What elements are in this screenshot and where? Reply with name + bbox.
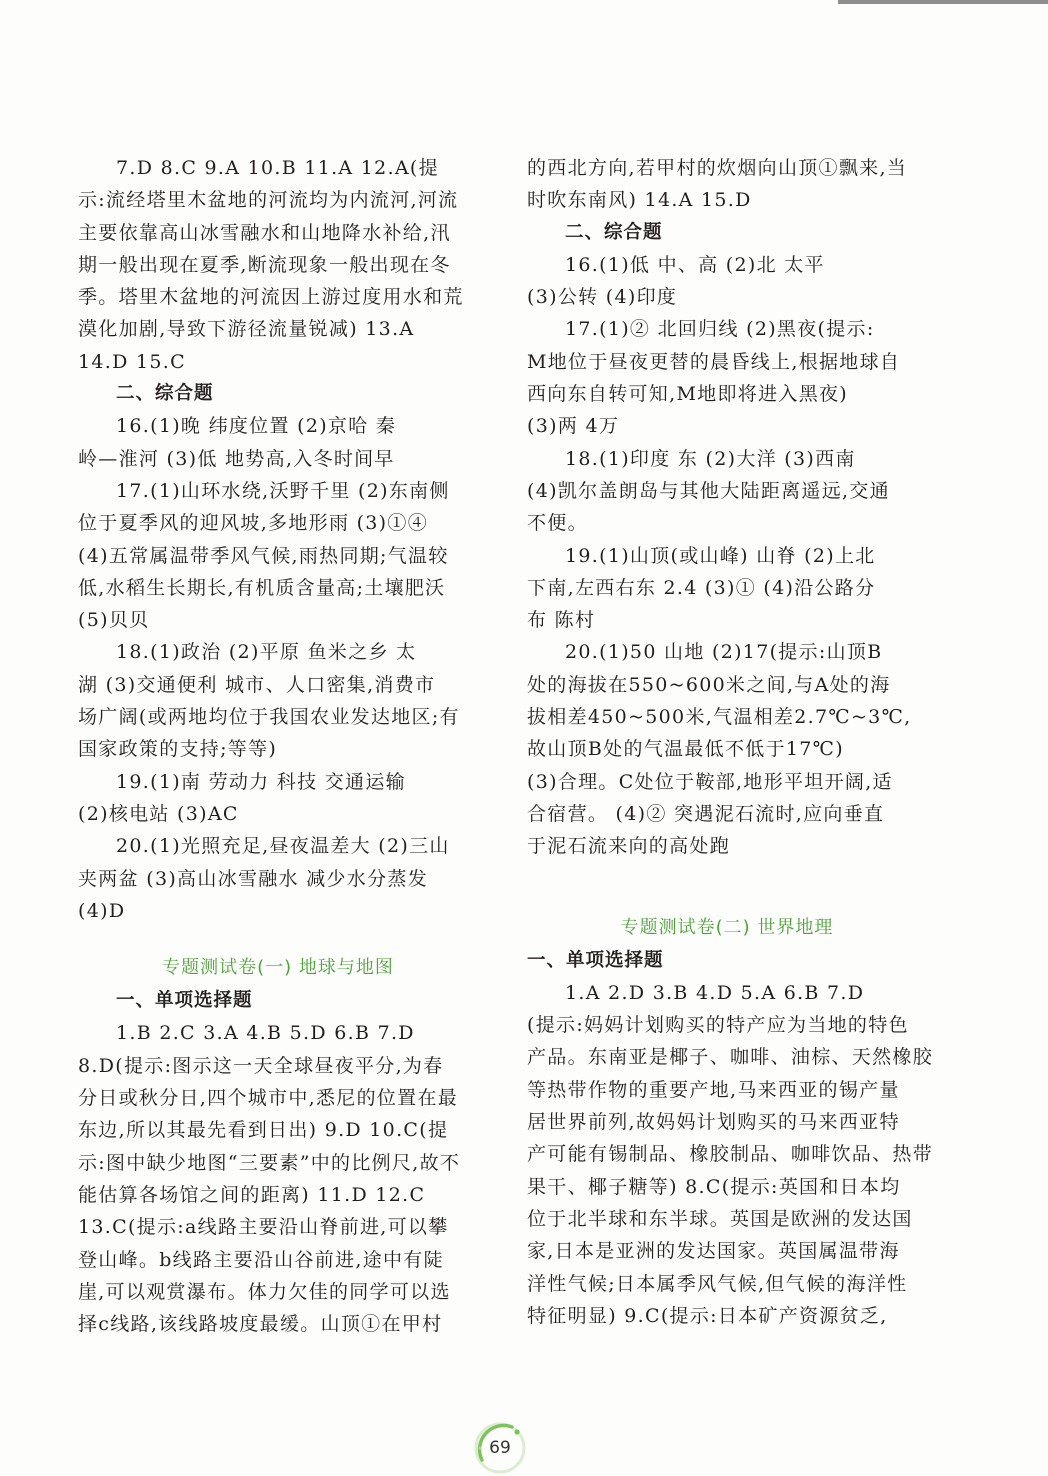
answer-line: 14.D 15.C <box>78 350 186 373</box>
answer-line: 处的海拔在550~600米之间,与A处的海 <box>527 673 891 696</box>
answer-line: 位于夏季风的迎风坡,多地形雨 (3)①④ <box>78 512 428 535</box>
answer-line: 合宿营。 (4)② 突遇泥石流时,应向垂直 <box>527 802 885 825</box>
answer-line: (4)凯尔盖朗岛与其他大陆距离遥远,交通 <box>527 479 890 502</box>
spacer <box>527 863 927 911</box>
answer-line: (3)两 4万 <box>527 415 620 438</box>
section-title: 专题测试卷(二) 世界地理 <box>620 916 834 938</box>
answer-line: (3)公转 (4)印度 <box>527 286 678 309</box>
answer-line: 20.(1)光照充足,昼夜温差大 (2)三山 <box>116 835 450 858</box>
answer-line: 拔相差450~500米,气温相差2.7℃~3℃, <box>527 706 912 729</box>
answer-line: 果干、椰子糖等) 8.C(提示:英国和日本均 <box>527 1175 901 1198</box>
answer-line: 8.D(提示:图示这一天全球昼夜平分,为春 <box>78 1054 444 1077</box>
subsection-heading: 一、单项选择题 <box>116 990 253 1012</box>
answer-line: 下南,左西右东 2.4 (3)① (4)沿公路分 <box>527 576 876 599</box>
answer-line: 主要依靠高山冰雪融水和山地降水补给,汛 <box>78 221 451 244</box>
subsection-heading: 二、综合题 <box>565 221 663 243</box>
top-rule <box>838 0 1048 4</box>
answer-line: 能估算各场馆之间的距离) 11.D 12.C <box>78 1183 426 1206</box>
answer-line: 16.(1)晚 纬度位置 (2)京哈 秦 <box>116 415 397 438</box>
answer-line: 产品。东南亚是椰子、咖啡、油棕、天然橡胶 <box>527 1046 934 1069</box>
answer-line: 特征明显) 9.C(提示:日本矿产资源贫乏, <box>527 1304 888 1327</box>
answer-line: 低,水稻生长期长,有机质含量高;土壤肥沃 <box>78 576 446 599</box>
answer-line: 东边,所以其最先看到日出) 9.D 10.C(提 <box>78 1119 449 1142</box>
answer-line: (4)五常属温带季风气候,雨热同期;气温较 <box>78 544 449 567</box>
answer-line: 登山峰。b线路主要沿山谷前进,途中有陡 <box>78 1248 444 1271</box>
answer-line: (3)合理。C处位于鞍部,地形平坦开阔,适 <box>527 770 893 793</box>
answer-line: (5)贝贝 <box>78 609 150 632</box>
answer-line: 夹两盆 (3)高山冰雪融水 减少水分蒸发 <box>78 867 428 890</box>
answer-line: 西向东自转可知,M地即将进入黑夜) <box>527 383 849 406</box>
spacer <box>78 927 478 951</box>
right-column <box>527 152 934 1332</box>
answer-line: 位于北半球和东半球。英国是欧洲的发达国 <box>527 1207 913 1230</box>
answer-line: 家,日本是亚洲的发达国家。英国属温带海 <box>527 1240 900 1263</box>
answer-line: 产可能有锡制品、橡胶制品、咖啡饮品、热带 <box>527 1143 934 1166</box>
answer-line: 期一般出现在夏季,断流现象一般出现在冬 <box>78 253 451 276</box>
answer-line: 20.(1)50 山地 (2)17(提示:山顶B <box>565 641 883 664</box>
answer-line: 分日或秋分日,四个城市中,悉尼的位置在最 <box>78 1087 459 1110</box>
answer-line: 时吹东南风) 14.A 15.D <box>527 189 752 212</box>
answer-line: 漠化加剧,导致下游径流量锐减) 13.A <box>78 318 415 341</box>
answer-line: (4)D <box>78 899 126 922</box>
answer-line: 故山顶B处的气温最低不低于17℃) <box>527 738 844 761</box>
answer-line: 居世界前列,故妈妈计划购买的马来西亚特 <box>527 1111 900 1134</box>
answer-line: 17.(1)山环水绕,沃野千里 (2)东南侧 <box>116 479 450 502</box>
answer-line: 等热带作物的重要产地,马来西亚的锡产量 <box>527 1078 900 1101</box>
answer-line: 17.(1)② 北回归线 (2)黑夜(提示: <box>565 318 875 341</box>
answer-line: 择c线路,该线路坡度最缓。山顶①在甲村 <box>78 1313 443 1336</box>
answer-line: 1.A 2.D 3.B 4.D 5.A 6.B 7.D <box>565 981 865 1004</box>
answer-line: 示:流经塔里木盆地的河流均为内流河,河流 <box>78 189 459 212</box>
answer-line: 19.(1)南 劳动力 科技 交通运输 <box>116 770 406 793</box>
answer-line: (提示:妈妈计划购买的特产应为当地的特色 <box>527 1014 909 1037</box>
answer-line: M地位于昼夜更替的晨昏线上,根据地球自 <box>527 350 901 373</box>
answer-line: 18.(1)政治 (2)平原 鱼米之乡 太 <box>116 641 417 664</box>
answer-line: 示:图中缺少地图“三要素”中的比例尺,故不 <box>78 1151 461 1174</box>
answer-line: 16.(1)低 中、高 (2)北 太平 <box>565 253 825 276</box>
left-column <box>78 152 478 1340</box>
answer-line: 季。塔里木盆地的河流因上游过度用水和荒 <box>78 286 464 309</box>
section-title: 专题测试卷(一) 地球与地图 <box>162 957 394 979</box>
answer-line: 的西北方向,若甲村的炊烟向山顶①飘来,当 <box>527 157 908 179</box>
answer-line: 崖,可以观赏瀑布。体力欠佳的同学可以选 <box>78 1280 451 1303</box>
answer-line: 19.(1)山顶(或山峰) 山脊 (2)上北 <box>565 544 876 567</box>
subsection-heading: 一、单项选择题 <box>527 949 664 971</box>
answer-line: 7.D 8.C 9.A 10.B 11.A 12.A(提 <box>116 157 439 179</box>
answer-line: 于泥石流来向的高处跑 <box>527 835 731 858</box>
answer-line: 13.C(提示:a线路主要沿山脊前进,可以攀 <box>78 1216 449 1239</box>
answer-line: 18.(1)印度 东 (2)大洋 (3)西南 <box>565 447 856 470</box>
page-number: 69 <box>489 1438 511 1458</box>
answer-line: (2)核电站 (3)AC <box>78 802 239 825</box>
answer-line: 不便。 <box>527 512 588 535</box>
answer-line: 布 陈村 <box>527 609 596 632</box>
answer-line: 岭—淮河 (3)低 地势高,入冬时间早 <box>78 447 395 470</box>
answer-line: 1.B 2.C 3.A 4.B 5.D 6.B 7.D <box>116 1022 415 1045</box>
answer-line: 国家政策的支持;等等) <box>78 738 278 761</box>
answer-line: 场广阔(或两地均位于我国农业发达地区;有 <box>78 706 460 729</box>
subsection-heading: 二、综合题 <box>116 383 214 405</box>
answer-line: 湖 (3)交通便利 城市、人口密集,消费市 <box>78 673 436 696</box>
answer-line: 洋性气候;日本属季风气候,但气候的海洋性 <box>527 1272 908 1295</box>
